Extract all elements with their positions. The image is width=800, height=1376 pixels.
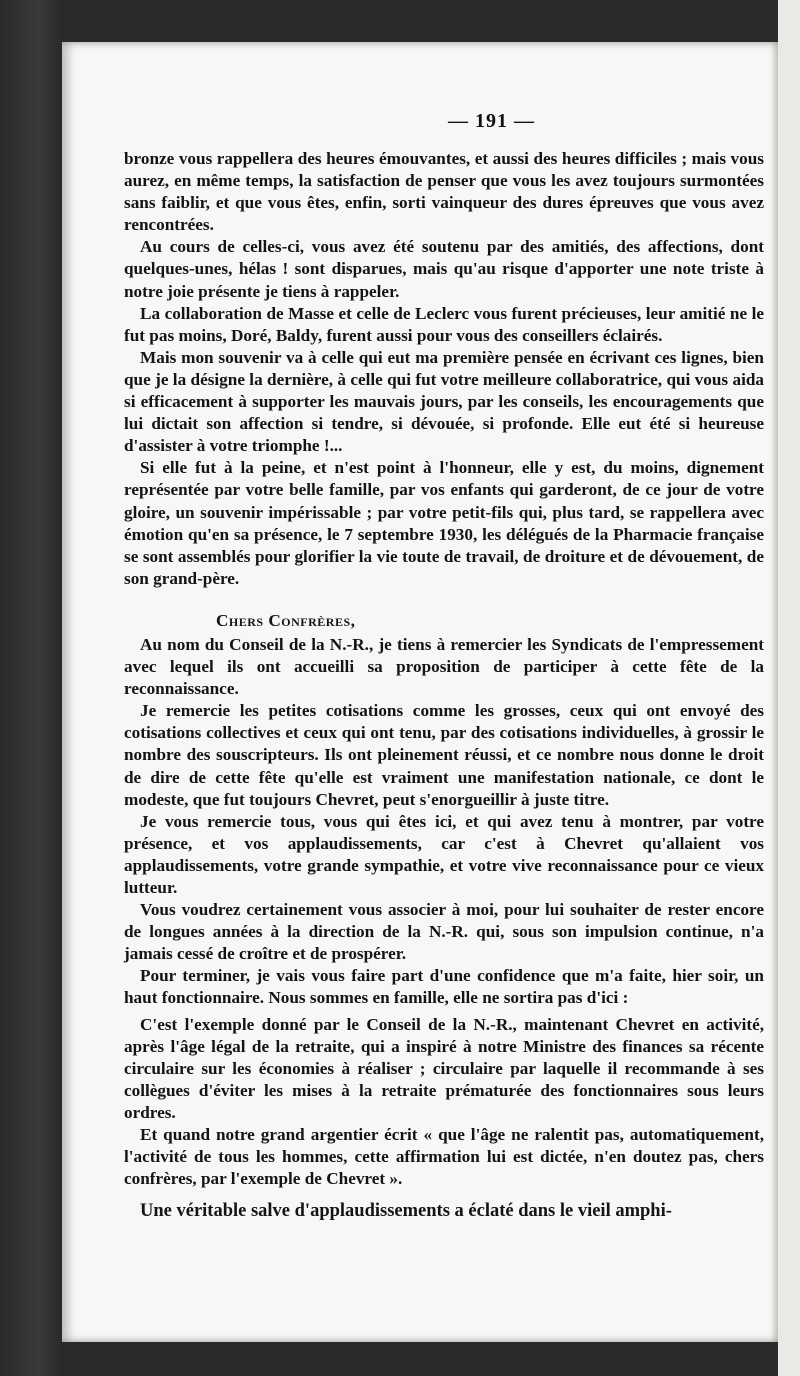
paragraph: C'est l'exemple donné par le Conseil de la N.-R., maintenant Chevret en activité, après l'âge légal de la retraite, qui a inspiré à notre Ministre des finances sa récente circulaire sur les économies à réaliser ; circulaire par laquelle il recommande à ses collègues d'éviter les mises à la retraite prématurée des fonctionnaires sous leurs ordres. [124, 1014, 764, 1122]
paragraph: Au cours de celles-ci, vous avez été soutenu par des amitiés, des affections, dont quelques-unes, hélas ! sont disparues, mais qu'au risque d'apporter une note triste à notre joie présente je tiens à rappeler. [124, 237, 764, 301]
paragraph: Au nom du Conseil de la N.-R., je tiens à remercier les Syndicats de l'empressement avec lequel ils ont accueilli sa proposition de participer à cette fête de la reconnaissance. [124, 634, 764, 699]
paragraph: La collaboration de Masse et celle de Leclerc vous furent précieuses, leur amitié ne le fut pas moins, Doré, Baldy, furent aussi pour vous des conseillers éclairés. [124, 303, 764, 345]
paragraph: Mais mon souvenir va à celle qui eut ma première pensée en écrivant ces lignes, bien que je la désigne la dernière, à celle qui fut votre meilleure collaboratrice, qui vous aida si efficacement à supporter les mauvais jours, par les conseils, les encouragements que lui dictait son affection si tendre, si dévouée, si profonde. Elle eut été si heureuse d'assister à votre triomphe !... [124, 347, 764, 456]
facing-page-edge [778, 0, 800, 1376]
page-number: — 191 — [448, 110, 535, 132]
paragraph: Je remercie les petites cotisations comme les grosses, ceux qui ont envoyé des cotisations collectives et ceux qui ont tenu, par des cotisations individuelles, à grossir le nombre des souscripteurs. Ils ont pleinement réussi, et ce nombre nous donne le droit de dire de cette fête qu'elle est vraiment une manifestation nationale, ce dont le modeste, que fut toujours Chevret, peut s'enorgueillir à juste titre. [124, 701, 764, 809]
paragraph: Je vous remercie tous, vous qui êtes ici, et qui avez tenu à montrer, par votre présence, et vos applaudissements, car c'est à Chevret qu'allaient vos applaudissements, votre grande sympathie, et votre vive reconnaissance pour ce vieux lutteur. [124, 811, 764, 897]
paragraph: Et quand notre grand argentier écrit « que l'âge ne ralentit pas, automatiquement, l'activité de tous les hommes, cette affirmation lui est dictée, n'en doutez pas, chers confrères, par l'exemple de Chevret ». [124, 1125, 764, 1189]
paragraph: bronze vous rappellera des heures émouvantes, et aussi des heures difficiles ; mais vous aurez, en même temps, la satisfaction de penser que vous les avez toujours surmontées sans faiblir, et que vous êtes, enfin, sorti vainqueur des dures épreuves que vous avez rencontrées. [124, 149, 764, 235]
page-body [124, 148, 764, 1222]
paragraph: Une véritable salve d'applaudissements a éclaté dans le vieil amphi- [140, 1201, 672, 1222]
section-heading: Chers Confrères, [216, 610, 356, 630]
paragraph: Pour terminer, je vais vous faire part d'une confidence que m'a faite, hier soir, un haut fonctionnaire. Nous sommes en famille, elle ne sortira pas d'ici : [124, 966, 764, 1008]
paragraph: Si elle fut à la peine, et n'est point à l'honneur, elle y est, du moins, dignement représentée par votre belle famille, par vos enfants qui garderont, de ce jour de votre gloire, un souvenir impérissable ; par votre petit-fils qui, plus tard, se rappellera avec émotion qu'en sa présence, le 7 septembre 1930, les délégués de la Pharmacie française se sont assemblés pour glorifier la vie toute de travail, de droiture et de dévouement, de son grand-père. [124, 458, 764, 588]
paragraph: Vous voudrez certainement vous associer à moi, pour lui souhaiter de rester encore de longues années à la direction de la N.-R. qui, sous son impulsion continue, n'a jamais cessé de croître et de prospérer. [124, 900, 764, 964]
